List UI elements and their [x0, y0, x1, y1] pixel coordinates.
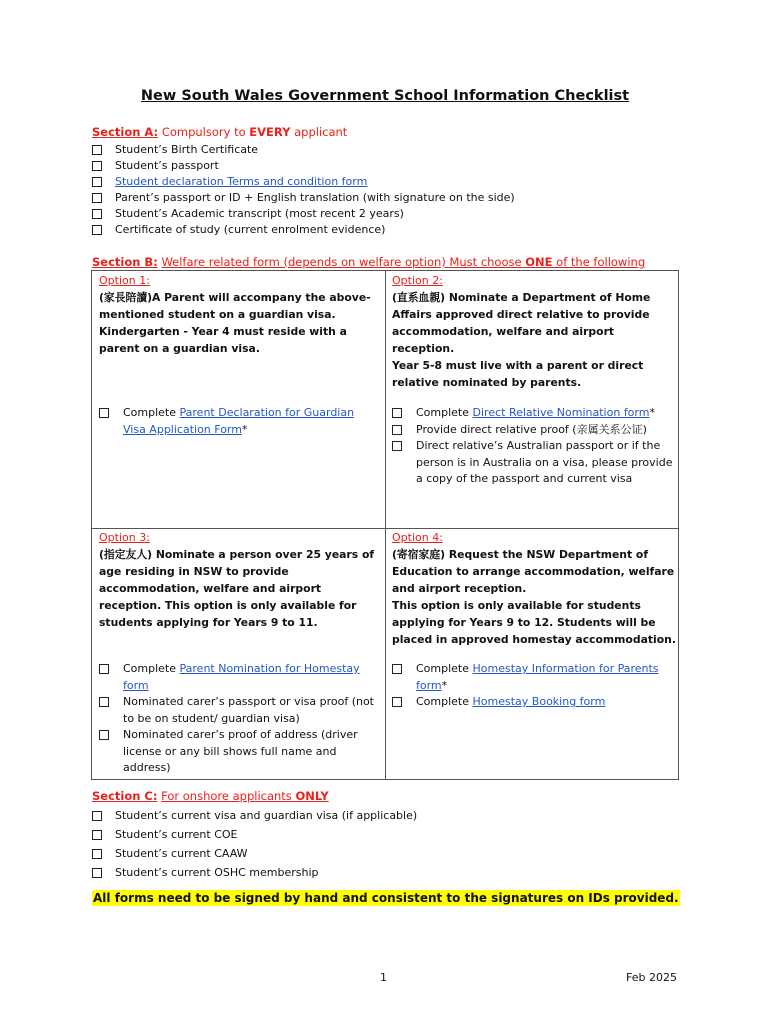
option-4-description-eligibility: This option is only available for students applying for Years 9 to 12. Students will be placed in approved homestay accommodation.: [392, 599, 676, 646]
option-2-checklist: [392, 405, 674, 488]
section-b-heading-pre: Welfare related form (depends on welfare option) Must choose: [161, 255, 526, 269]
item-text: Nominated carer’s proof of address (driver license or any bill shows full name and address): [123, 728, 358, 774]
checklist-item: [92, 222, 515, 238]
section-c-checklist: [92, 806, 417, 882]
checkbox[interactable]: [392, 425, 402, 435]
option-3-label: Option 3:: [99, 531, 150, 544]
parent-nomination-form-link[interactable]: Parent Nomination for Homestay form: [123, 662, 360, 692]
checklist-item: [92, 206, 515, 222]
signature-requirement-note: All forms need to be signed by hand and consistent to the signatures on IDs provided.: [93, 891, 679, 905]
option-1-label: Option 1:: [99, 274, 150, 287]
item-text: Student’s Birth Certificate: [115, 143, 259, 156]
section-b-label: Section B:: [92, 255, 158, 269]
item-text: Provide direct relative proof (亲属关系公证): [416, 422, 647, 436]
section-a-heading-pre: Compulsory to: [161, 125, 250, 139]
page-title: New South Wales Government School Information Checklist: [140, 88, 630, 104]
option-3-description: (指定友人) Nominate a person over 25 years of age residing in NSW to provide accommodation, welfare and airport reception. This option is only available for students applying for Years 9 to 11.: [99, 548, 375, 629]
item-text: Complete: [123, 406, 180, 419]
item-text: Student’s current visa and guardian visa (if applicable): [115, 809, 418, 822]
section-c-heading-emphasis: ONLY: [295, 789, 329, 803]
checkbox[interactable]: [392, 441, 402, 451]
section-b-heading: [92, 255, 645, 269]
checkbox[interactable]: [92, 145, 102, 155]
item-text: Student’s passport: [115, 159, 219, 172]
checklist-item: [392, 661, 674, 694]
section-a-heading-post: applicant: [290, 125, 348, 139]
table-divider-vertical: [385, 271, 386, 779]
option-3-checklist: [99, 661, 379, 777]
checkbox[interactable]: [92, 830, 102, 840]
page-number: 1: [380, 971, 387, 984]
checklist-item: [392, 694, 674, 711]
item-suffix: *: [441, 678, 448, 692]
checkbox[interactable]: [92, 225, 102, 235]
checkbox[interactable]: [392, 664, 402, 674]
footer-date: Feb 2025: [626, 971, 677, 984]
option-4-cell: [392, 530, 677, 648]
checklist-item: [92, 158, 515, 174]
section-a-checklist: [92, 142, 515, 238]
option-2-description: (直系血親) Nominate a Department of Home Affairs approved direct relative to provide accommodation, welfare and airport reception.: [392, 291, 651, 355]
checklist-item: [92, 844, 417, 863]
item-text: Parent’s passport or ID + English translation (with signature on the side): [115, 191, 515, 204]
item-suffix: *: [649, 406, 655, 419]
checklist-item: [92, 142, 515, 158]
checkbox[interactable]: [92, 177, 102, 187]
option-1-description: (家長陪讀)A Parent will accompany the above-mentioned student on a guardian visa. Kindergarten - Year 4 must reside with a parent on a guardian visa.: [99, 291, 371, 355]
section-c-label: Section C:: [92, 789, 158, 803]
option-2-cell: [392, 273, 677, 391]
checklist-item: [99, 694, 379, 727]
option-4-checklist: [392, 661, 674, 711]
section-c-heading: [92, 789, 329, 803]
option-3-cell: [99, 530, 384, 631]
checkbox[interactable]: [99, 697, 109, 707]
section-b-heading-post: of the following: [552, 255, 646, 269]
item-text: Complete: [416, 662, 473, 675]
checklist-item: [92, 190, 515, 206]
section-b-heading-emphasis: ONE: [525, 255, 553, 269]
option-4-description: (寄宿家庭) Request the NSW Department of Education to arrange accommodation, welfare and airport reception.: [392, 548, 675, 595]
checklist-item: [92, 806, 417, 825]
welfare-options-table: [91, 270, 679, 780]
direct-relative-form-link[interactable]: Direct Relative Nomination form: [472, 406, 650, 419]
section-c-heading-pre: For onshore applicants: [161, 789, 296, 803]
guardian-visa-form-link[interactable]: Parent Declaration for Guardian Visa Application Form: [123, 406, 355, 436]
checklist-item: [392, 438, 674, 488]
checklist-item: [99, 405, 379, 438]
checkbox[interactable]: [99, 730, 109, 740]
section-a-label: Section A:: [92, 125, 159, 139]
checklist-item: [92, 174, 515, 190]
option-2-description-years: Year 5-8 must live with a parent or direct relative nominated by parents.: [392, 359, 644, 389]
item-text: Complete: [416, 406, 473, 419]
item-text: Student’s current COE: [115, 828, 238, 841]
item-text: Nominated carer’s passport or visa proof (not to be on student/ guardian visa): [123, 695, 374, 725]
checklist-item: [392, 422, 674, 439]
checklist-item: [392, 405, 674, 422]
checkbox[interactable]: [92, 868, 102, 878]
checkbox[interactable]: [92, 161, 102, 171]
checkbox[interactable]: [392, 408, 402, 418]
item-text: Complete: [416, 695, 473, 708]
checklist-item: [92, 825, 417, 844]
section-a-heading-emphasis: EVERY: [249, 125, 291, 139]
checkbox[interactable]: [92, 209, 102, 219]
item-suffix: *: [241, 422, 248, 436]
item-text: Direct relative’s Australian passport or if the person is in Australia on a visa, please provide a copy of the passport and current visa: [416, 439, 673, 485]
item-text: Certificate of study (current enrolment evidence): [115, 223, 386, 236]
checklist-item: [99, 661, 379, 694]
option-2-label: Option 2:: [392, 274, 443, 287]
homestay-booking-form-link[interactable]: Homestay Booking form: [472, 695, 606, 708]
checklist-item: [92, 863, 417, 882]
section-a-heading: [92, 125, 347, 139]
homestay-information-form-link[interactable]: Homestay Information for Parents form: [416, 662, 659, 692]
checkbox[interactable]: [92, 193, 102, 203]
checkbox[interactable]: [99, 664, 109, 674]
checkbox[interactable]: [392, 697, 402, 707]
checklist-item: [99, 727, 379, 777]
checkbox[interactable]: [99, 408, 109, 418]
table-divider-horizontal: [92, 528, 678, 529]
option-1-cell: [99, 273, 384, 357]
option-1-checklist: [99, 405, 379, 438]
item-text: Student’s current OSHC membership: [115, 866, 319, 879]
checkbox[interactable]: [92, 811, 102, 821]
item-text: Student’s current CAAW: [115, 847, 248, 860]
item-text: Complete: [123, 662, 180, 675]
item-text: Student’s Academic transcript (most recent 2 years): [115, 207, 404, 220]
option-4-label: Option 4:: [392, 531, 443, 544]
checkbox[interactable]: [92, 849, 102, 859]
student-declaration-link[interactable]: Student declaration Terms and condition form: [115, 175, 368, 188]
